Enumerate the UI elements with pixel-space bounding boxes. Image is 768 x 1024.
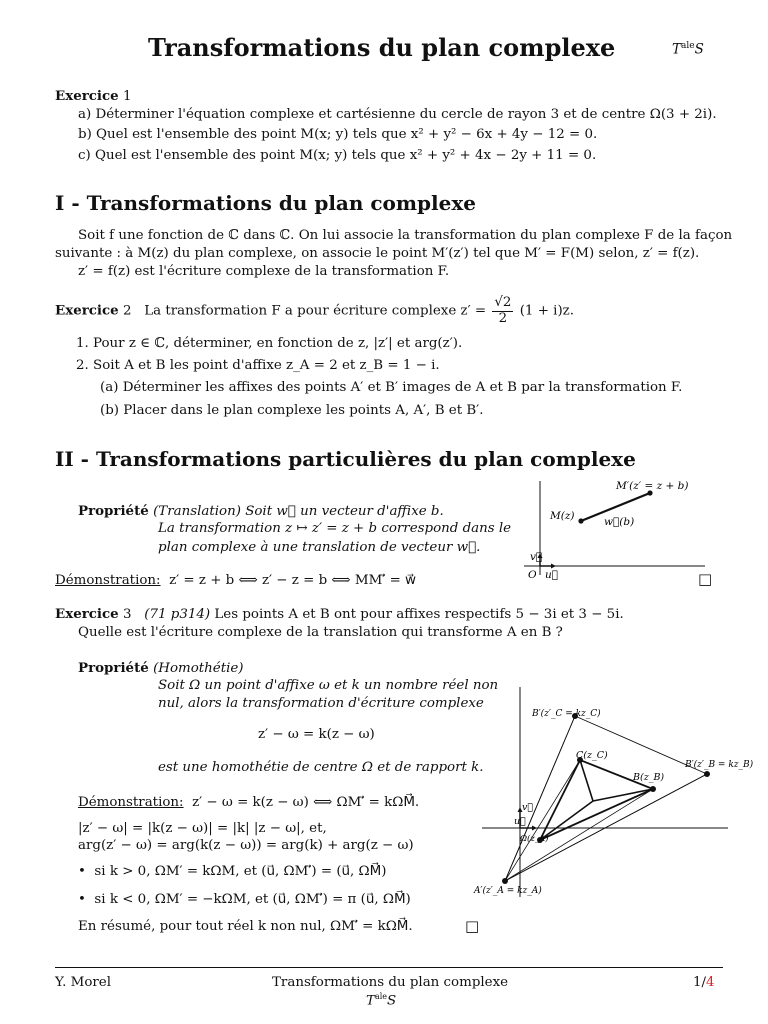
exercise-1-item-c: c) Quel est l'ensemble des point M(x; y) tels que x² + y² + 4x − 2y + 11 = 0.	[78, 148, 597, 163]
point-M	[578, 518, 583, 523]
homothety-formula: z′ − ω = k(z − ω)	[258, 727, 375, 742]
label-C: C(z_C)	[576, 750, 608, 761]
section-1-title: I - Transformations du plan complexe	[55, 191, 477, 215]
exercise-2-item-2: 2. Soit A et B les point d'affixe z_A = 2 et z_B = 1 − i.	[76, 358, 440, 373]
property-translation-line-2: La transformation z ↦ z′ = z + b correspond dans le	[158, 521, 512, 536]
exercise-2-subitem-a: (a) Déterminer les affixes des points A′ et B′ images de A et B par la transformation F.	[100, 380, 683, 395]
label-B: B(z_B)	[633, 772, 665, 783]
footer-rule	[55, 967, 723, 968]
homothety-summary: En résumé, pour tout réel k non nul, ΩM′⃗ = kΩM⃗.	[78, 919, 413, 934]
homothety-qed: □	[465, 917, 480, 935]
translation-qed: □	[698, 570, 713, 588]
label-u: u⃗	[545, 569, 559, 581]
page-title: Transformations du plan complexe	[148, 33, 616, 62]
exercise-1-heading: Exercice 1	[55, 88, 132, 104]
point-B	[650, 786, 656, 792]
exercise-3-line-2: Quelle est l'écriture complexe de la translation qui transforme A en B ?	[78, 625, 563, 640]
label-M-prime: M′(z′ = z + b)	[616, 480, 689, 492]
footer-level: $T^{ale}S$	[366, 992, 397, 1009]
label-v: v⃗	[522, 802, 534, 813]
property-translation-line-3: plan complexe à une translation de vecteur w⃗.	[158, 540, 481, 555]
homothety-figure	[470, 685, 768, 900]
exercise-3-line-1: Exercice 3 (71 p314) Les points A et B ont pour affixes respectifs 5 − 3i et 3 − 5i.	[55, 606, 624, 622]
property-translation-line-1: Propriété (Translation) Soit w⃗ un vecteur d'affixe b.	[78, 503, 444, 519]
exercise-1-item-a: a) Déterminer l'équation complexe et cartésienne du cercle de rayon 3 et de centre Ω(3 + 2i).	[78, 107, 717, 122]
homothety-demo-line-1: |z′ − ω| = |k(z − ω)| = |k| |z − ω|, et,	[78, 821, 327, 836]
point-Bp-B	[704, 771, 710, 777]
label-w: w⃗(b)	[604, 516, 635, 528]
footer-title: Transformations du plan complexe	[272, 975, 509, 990]
footer-page-number: 1/4	[693, 975, 715, 990]
translation-demonstration: Démonstration: z′ = z + b ⟺ z′ − z = b ⟺ MM′⃗ = w⃗	[55, 573, 417, 588]
exercise-2-subitem-b: (b) Placer dans le plan complexe les points A, A′, B et B′.	[100, 403, 484, 418]
exercise-2-item-1: 1. Pour z ∈ ℂ, déterminer, en fonction de z, |z′| et arg(z′).	[76, 336, 463, 351]
section-1-line-3: z′ = f(z) est l'écriture complexe de la transformation F.	[78, 264, 450, 279]
point-Ap	[502, 878, 508, 884]
label-O: O	[528, 569, 537, 581]
level-label: $T^{ale}S$	[672, 41, 704, 58]
exercise-2-heading: Exercice 2 La transformation F a pour écriture complexe z′ = $\frac{√2}{2}$ (1 + i)z.	[55, 295, 574, 326]
footer-author: Y. Morel	[55, 975, 112, 990]
label-M: M(z)	[550, 510, 575, 522]
label-v: v⃗	[530, 551, 543, 563]
property-homothety-line-2: Soit Ω un point d'affixe ω et k un nombre réel non	[158, 678, 499, 693]
homothety-conclusion: est une homothétie de centre Ω et de rapport k.	[158, 760, 484, 775]
property-homothety-line-1: Propriété (Homothétie)	[78, 660, 244, 676]
property-homothety-line-3: nul, alors la transformation d'écriture complexe	[158, 696, 484, 711]
sqrt2-over-2-fraction: $\frac{√2}{2}$	[494, 295, 512, 326]
label-Bp-C: B′(z′_C = kz_C)	[532, 709, 601, 719]
label-Omega: Ω(z_A)	[520, 834, 549, 844]
label-Ap: A′(z′_A = kz_A)	[474, 886, 542, 896]
exercise-1-item-b: b) Quel est l'ensemble des point M(x; y) tels que x² + y² − 6x + 4y − 12 = 0.	[78, 127, 598, 142]
homothety-bullet-2: • si k < 0, ΩM′ = −kΩM, et (u⃗, ΩM′⃗) = π (u⃗, ΩM⃗)	[78, 892, 411, 907]
homothety-demonstration: Démonstration: z′ − ω = k(z − ω) ⟺ ΩM′⃗ = kΩM⃗.	[78, 795, 420, 810]
label-u: u⃗	[514, 816, 526, 827]
label-Bp-B: B′(z′_B = kz_B)	[685, 760, 754, 770]
section-1-line-1: Soit f une fonction de ℂ dans ℂ. On lui associe la transformation du plan complexe F de la façon	[78, 228, 733, 243]
section-1-line-2: suivante : à M(z) du plan complexe, on associe le point M′(z′) tel que M′ = F(M) selon, z′ = f(z).	[55, 246, 700, 261]
homothety-bullet-1: • si k > 0, ΩM′ = kΩM, et (u⃗, ΩM′⃗) = (u⃗, ΩM⃗)	[78, 864, 387, 879]
translation-figure	[520, 475, 710, 583]
section-2-title: II - Transformations particulières du plan complexe	[55, 447, 636, 471]
homothety-demo-line-2: arg(z′ − ω) = arg(k(z − ω)) = arg(k) + arg(z − ω)	[78, 838, 414, 853]
